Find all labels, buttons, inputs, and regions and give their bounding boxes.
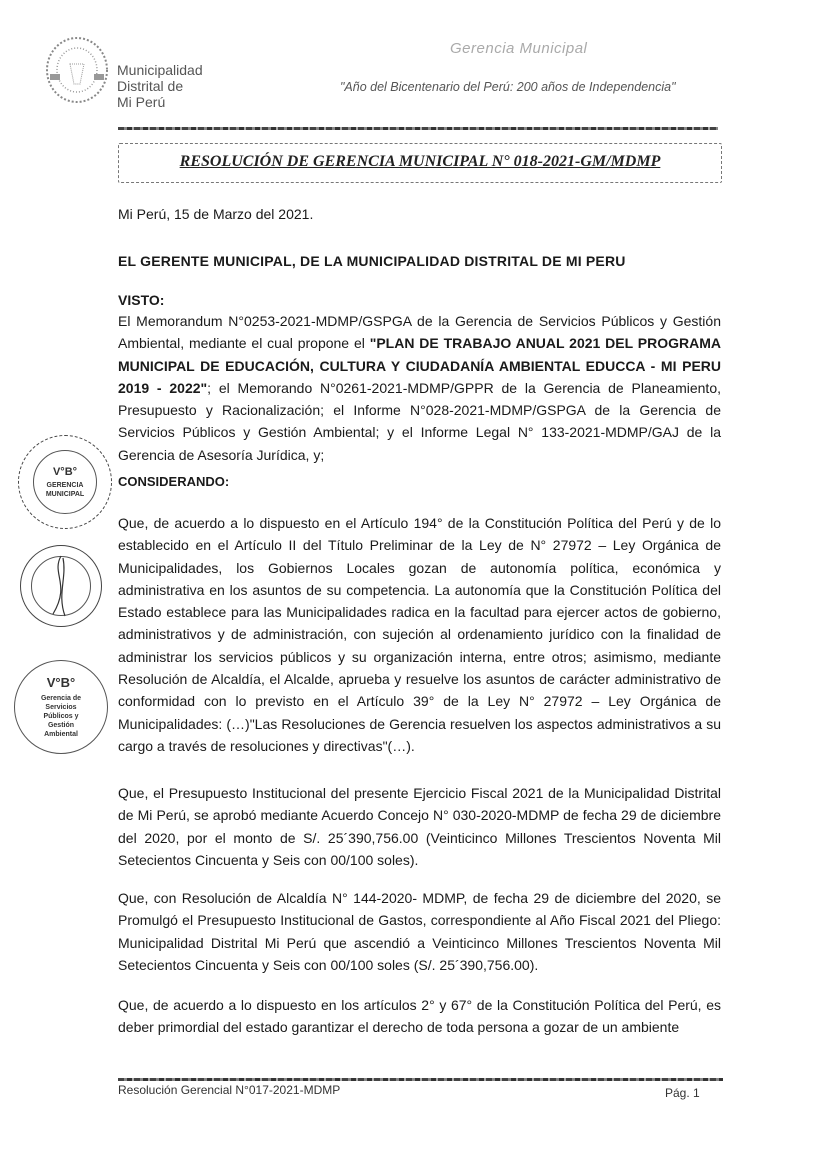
stamp-label: MUNICIPAL [45,491,85,498]
logo-text [117,62,203,110]
dateline: Mi Perú, 15 de Marzo del 2021. [118,206,314,222]
document-title: RESOLUCIÓN DE GERENCIA MUNICIPAL N° 018-2021-GM/MDMP [179,153,661,170]
approval-stamp-asesoria-juridica [20,545,102,627]
municipal-seal-logo [42,34,112,106]
office-name: Gerencia Municipal [450,40,588,57]
considerando-paragraph-2: Que, el Presupuesto Institucional del presente Ejercicio Fiscal 2021 de la Municipalidad Distrital de Mi Perú, se aprobó mediante Acuerdo Concejo N° 030-2020-MDMP de fecha 29 de diciembre del 2020, por el monto de S/. 25´390,756.00 (Veinticinco Millones Trescientos Noventa Mil Setecientos Cincuenta y Seis con 00/100 soles). [118,785,721,868]
stamp-label: Servicios [45,704,77,711]
stamp-vobo: V°B° [46,675,76,690]
stamp-label: GERENCIA [46,482,84,489]
footer-document-ref: Resolución Gerencial N°017-2021-MDMP [118,1083,341,1097]
signature-icon [41,554,81,618]
visto-text-a: El Memorandum N°0253-2021-MDMP/GSPGA de la Gerencia de Servicios Públicos y Gestión Ambiental, mediante el cual propone el [118,313,721,352]
title-box [118,143,722,183]
approval-stamp-gerencia-municipal [18,435,112,529]
year-motto: "Año del Bicentenario del Perú: 200 años de Independencia" [340,80,676,94]
stamp-label: Públicos y [43,713,79,720]
visto-paragraph [118,310,721,466]
stamp-label: Gerencia de [40,695,82,702]
stamp-vobo: V°B° [52,466,78,478]
header-divider [118,127,718,130]
stamp-label: Ambiental [44,731,78,738]
issuer-heading: EL GERENTE MUNICIPAL, DE LA MUNICIPALIDAD DISTRITAL DE MI PERU [118,253,626,269]
logo-line: Municipalidad [117,62,203,78]
approval-stamp-servicios-publicos [14,660,108,754]
visto-text-b: ; el Memorando N°0261-2021-MDMP/GPPR de la Gerencia de Planeamiento, Presupuesto y Racionalización; el Informe N°028-2021-MDMP/GSPGA de la Gerencia de Servicios Públicos y Gestión Ambiental; y el Informe Legal N° 133-2021-MDMP/GAJ de la Gerencia de Asesoría Jurídica, y; [118,379,721,463]
page-number: Pág. 1 [665,1086,700,1100]
considerando-heading: CONSIDERANDO: [118,474,230,489]
visto-plan-title: "PLAN DE TRABAJO ANUAL 2021 DEL PROGRAMA MUNICIPAL DE EDUCACIÓN, CULTURA Y CIUDADANÍA AMBIENTAL EDUCCA - MI PERU 2019 - 2022" [118,335,721,396]
stamp-label: Gestión [47,722,75,729]
considerando-paragraph-1: Que, de acuerdo a lo dispuesto en el Artículo 194° de la Constitución Política del Perú y de lo establecido en el Artículo II del Título Preliminar de la Ley de N° 27972 – Ley Orgánica de Municipalidades, los Gobiernos Locales gozan de autonomía política, económica y administrativa en los asuntos de su competencia. La autonomía que la Constitución Política del Estado establece para las Municipalidades radica en la facultad para ejercer actos de gobierno, administrativos y de administración, con sujeción al ordenamiento jurídico con la finalidad de administrar los servicios públicos y su organización interna, entre otros; asimismo, mediante Resolución de Alcaldía, el Alcalde, aprueba y resuelve los asuntos de carácter administrativo de conformidad con lo previsto en el Artículo 39° de la Ley N° 27972 – Ley Orgánica de Municipalidades: (…)"Las Resoluciones de Gerencia resuelven los aspectos administrativos a su cargo a través de resoluciones y directivas"(…). [118,515,721,754]
considerando-paragraph-4: Que, de acuerdo a lo dispuesto en los artículos 2° y 67° de la Constitución Política del Perú, es deber primordial del estado garantizar el derecho de toda persona a gozar de un ambiente [118,997,721,1036]
logo-line: Mi Perú [117,94,166,110]
footer-divider [118,1078,723,1081]
logo-line: Distrital de [117,78,184,94]
considerando-paragraph-3: Que, con Resolución de Alcaldía N° 144-2020- MDMP, de fecha 29 de diciembre del 2020, se Promulgó el Presupuesto Institucional de Gastos, correspondiente al Año Fiscal 2021 del Pliego: Municipalidad Distrital Mi Perú que ascendió a Veinticinco Millones Trescientos Noventa Mil Setecientos Cincuenta y Seis con 00/100 soles (S/. 25´390,756.00). [118,890,721,973]
visto-heading: VISTO: [118,292,165,308]
